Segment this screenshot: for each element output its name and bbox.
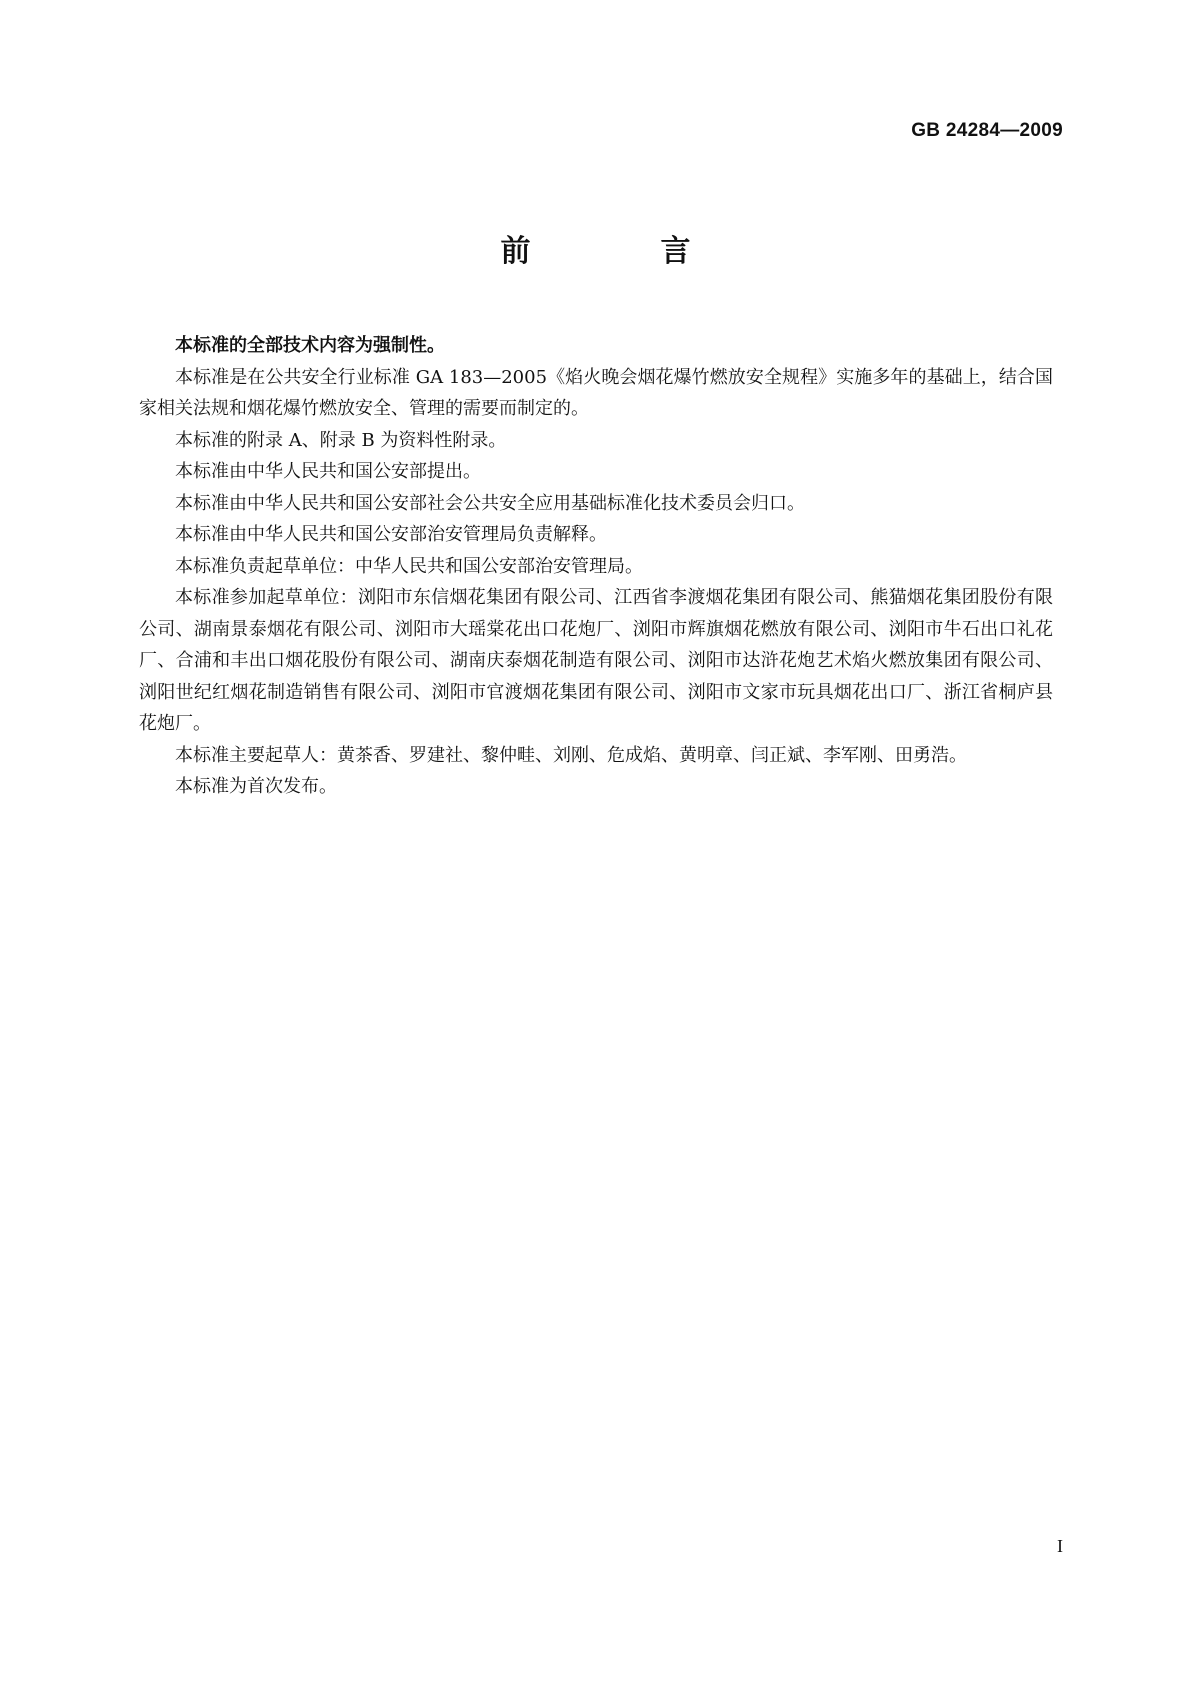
paragraph-main-drafters: 本标准主要起草人：黄茶香、罗建社、黎仲畦、刘刚、危成焰、黄明章、闫正斌、李军刚、田勇浩。 xyxy=(175,744,967,766)
standard-number: GB 24284—2009 xyxy=(911,120,1063,141)
paragraph-drafting-unit: 本标准负责起草单位：中华人民共和国公安部治安管理局。 xyxy=(175,555,643,577)
paragraph-first-release: 本标准为首次发布。 xyxy=(175,776,337,797)
page-title: 前 言 xyxy=(500,234,741,269)
paragraph-interpreted-by: 本标准由中华人民共和国公安部治安管理局负责解释。 xyxy=(175,524,607,545)
paragraph-centralized-by: 本标准由中华人民共和国公安部社会公共安全应用基础标准化技术委员会归口。 xyxy=(175,492,805,514)
foreword-body xyxy=(139,330,1053,803)
paragraph-mandatory-statement: 本标准的全部技术内容为强制性。 xyxy=(175,335,445,356)
paragraph-basis: 本标准是在公共安全行业标准 GA 183—2005《焰火晚会烟花爆竹燃放安全规程》实施多年的基础上，结合国家相关法规和烟花爆竹燃放安全、管理的需要而制定的。 xyxy=(139,366,1053,419)
page-number: I xyxy=(1057,1536,1063,1556)
paragraph-proposed-by: 本标准由中华人民共和国公安部提出。 xyxy=(175,461,481,482)
paragraph-participating-units: 本标准参加起草单位：浏阳市东信烟花集团有限公司、江西省李渡烟花集团有限公司、熊猫烟花集团股份有限公司、湖南景泰烟花有限公司、浏阳市大瑶棠花出口花炮厂、浏阳市辉旗烟花燃放有限公司、浏阳市牛石出口礼花厂、合浦和丰出口烟花股份有限公司、湖南庆泰烟花制造有限公司、浏阳市达浒花炮艺术焰火燃放集团有限公司、浏阳世纪红烟花制造销售有限公司、浏阳市官渡烟花集团有限公司、浏阳市文家市玩具烟花出口厂、浙江省桐庐县花炮厂。 xyxy=(139,587,1053,734)
paragraph-appendix: 本标准的附录 A、附录 B 为资料性附录。 xyxy=(175,429,507,451)
